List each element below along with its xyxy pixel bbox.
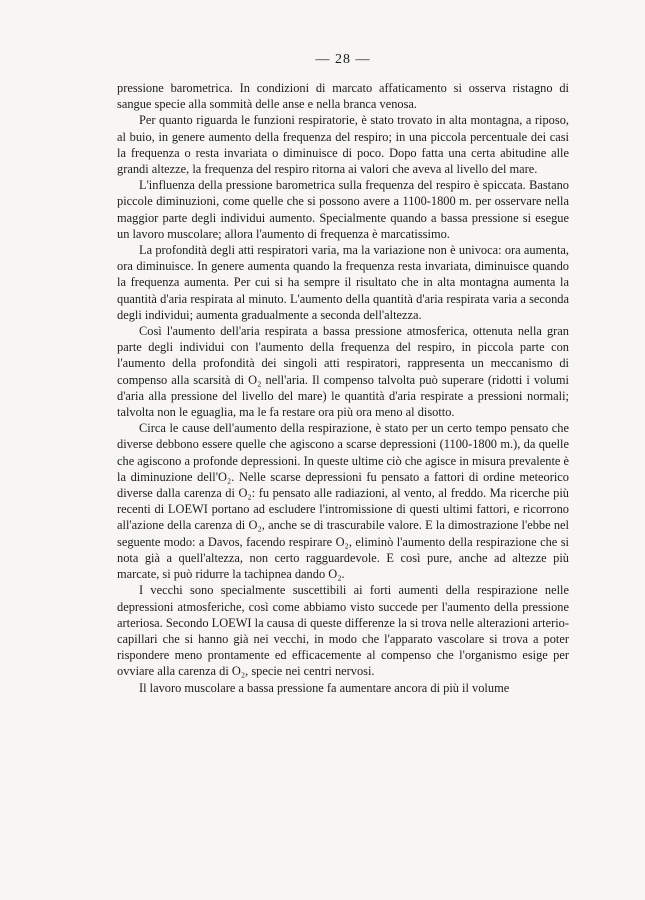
paragraph-1: pressione barometrica. In condizioni di marcato affaticamento si osserva ristagno di sangue specie alla sommità delle anse e nella branca venosa. [117, 81, 569, 112]
paragraph-6: Circa le cause dell'aumento della respirazione, è stato per un certo tempo pensato che diverse debbono essere quelle che agiscono a scarse depressioni (1100-1800 m.), da quelle che agiscono a profonde depressioni. In queste ultime ciò che agisce in misura prevalente è la diminuzione dell'O₂. Nelle scarse depressioni fu pensato a fattori di ordine meteorico diverse dalla carenza di O₂: fu pensato alle radiazioni, al vento, al freddo. Ma ricerche più recenti di LOEWI portano ad escludere l'intromissione di questi ultimi fattori, e ricorrono all'azione della carenza di O₂, anche se di trascurabile valore. E la dimostrazione l'ebbe nel seguente modo: a Davos, facendo respirare O₂, eliminò l'aumento della respirazione che si nota già a quell'altezza, non certo ragguardevole. E così pure, anche ad altezze più marcate, si può ridurre la tachipnea dando O₂. [117, 421, 569, 582]
paragraph-4: La profondità degli atti respiratori varia, ma la variazione non è univoca: ora aumenta, ora diminuisce. In genere aumenta quando la frequenza resta invariata, diminuisce quando la frequenza aumenta. Per cui si ha sempre il risultato che in alta montagna aumenta la quantità d'aria respirata al minuto. L'aumento della quantità d'aria respirata varia a seconda degli individui; aumenta gradualmente a seconda dell'altezza. [117, 243, 569, 322]
paragraph-8: Il lavoro muscolare a bassa pressione fa aumentare ancora di più il volume [139, 680, 510, 695]
page-number: — 28 — [315, 52, 371, 67]
paragraph-5: Così l'aumento dell'aria respirata a bassa pressione atmosferica, ottenuta nella gran parte degli individui con l'aumento della frequenza del respiro, in piccola parte con l'aumento della profondità dei singoli atti respiratori, rappresenta un meccanismo di compenso alla scarsità di O₂ nell'aria. Il compenso talvolta può superare (ridotti i volumi d'aria alla pressione del livello del mare) le quantità d'aria respirate a pressioni normali; talvolta non le eguaglia, ma le fa restare ora più ora meno al disotto. [117, 324, 569, 420]
paragraph-2: Per quanto riguarda le funzioni respiratorie, è stato trovato in alta montagna, a riposo, al buio, in genere aumento della frequenza del respiro; in una piccola percentuale dei casi la frequenza o resta invariata o diminuisce di poco. Dopo fatta una certa abitudine alle grandi altezze, la frequenza del respiro ritorna ai valori che aveva al livello del mare. [117, 113, 569, 177]
paragraph-7: I vecchi sono specialmente suscettibili ai forti aumenti della respirazione nelle depressioni atmosferiche, così come abbiamo visto succede per l'aumento della pressione arteriosa. Secondo LOEWI la causa di queste differenze la si trova nelle alterazioni arterio-capillari che si hanno già nei vecchi, in modo che l'apparato vascolare si trova a poter rispondere meno prontamente ed efficacemente al compenso che l'organismo esige per ovviare alla carenza di O₂, specie nei centri nervosi. [117, 583, 569, 679]
paragraph-3: L'influenza della pressione barometrica sulla frequenza del respiro è spiccata. Bastano piccole diminuzioni, come quelle che si possono avere a 1100-1800 m. per osservare nella maggior parte degli individui aumento. Specialmente quando a bassa pressione si esegue un lavoro muscolare; allora l'aumento di frequenza è marcatissimo. [117, 178, 569, 241]
document-page [117, 52, 569, 696]
